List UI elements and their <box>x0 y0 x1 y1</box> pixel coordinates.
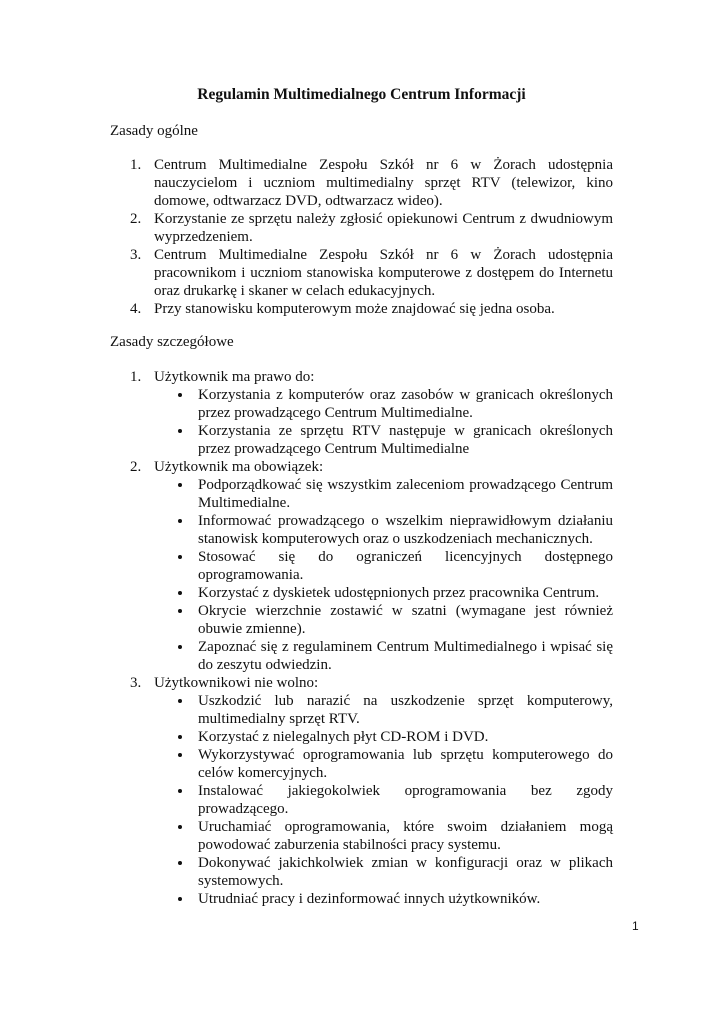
prohibitions-list <box>154 692 613 908</box>
list-item <box>154 728 613 746</box>
list-number: 2. <box>130 459 142 475</box>
rights-list <box>154 386 613 458</box>
list-item <box>154 638 613 674</box>
list-number: 4. <box>130 301 142 317</box>
bullet-icon <box>178 861 182 865</box>
bullet-text: Stosować się do ograniczeń licencyjnych dostępnego oprogramowania. <box>198 549 613 583</box>
page-number: 1 <box>632 919 639 933</box>
bullet-icon <box>178 393 182 397</box>
general-rules-heading: Zasady ogólne <box>110 123 198 139</box>
list-item <box>154 422 613 458</box>
detailed-rules-list <box>110 368 613 908</box>
list-number: 1. <box>130 157 142 173</box>
bullet-icon <box>178 789 182 793</box>
bullet-icon <box>178 483 182 487</box>
general-rule-item <box>110 210 613 246</box>
list-item <box>154 746 613 782</box>
list-item <box>154 386 613 422</box>
bullet-icon <box>178 429 182 433</box>
list-item <box>154 890 613 908</box>
bullet-icon <box>178 645 182 649</box>
list-number: 2. <box>130 211 142 227</box>
general-rule-item <box>110 156 613 210</box>
bullet-icon <box>178 591 182 595</box>
bullet-text: Korzystania ze sprzętu RTV następuje w granicach określonych przez prowadzącego Centrum Multimedialne <box>198 423 613 457</box>
list-item <box>154 782 613 818</box>
general-rules-list <box>110 156 613 318</box>
bullet-icon <box>178 609 182 613</box>
general-rule-item <box>110 300 613 318</box>
bullet-text: Korzystania z komputerów oraz zasobów w granicach określonych przez prowadzącego Centrum Multimedialne. <box>198 387 613 421</box>
bullet-text: Utrudniać pracy i dezinformować innych użytkowników. <box>198 891 541 907</box>
rule-text: Przy stanowisku komputerowym może znajdować się jedna osoba. <box>154 301 555 317</box>
list-number: 3. <box>130 247 142 263</box>
bullet-text: Informować prowadzącego o wszelkim nieprawidłowym działaniu stanowisk komputerowych oraz o uszkodzeniach mechanicznych. <box>198 513 613 547</box>
list-item <box>154 602 613 638</box>
rule-text: Centrum Multimedialne Zespołu Szkół nr 6 w Żorach udostępnia nauczycielom i uczniom multimedialny sprzęt RTV (telewizor, kino domowe, odtwarzacz DVD, odtwarzacz wideo). <box>154 157 613 209</box>
list-item <box>154 584 613 602</box>
list-number: 1. <box>130 369 142 385</box>
bullet-icon <box>178 699 182 703</box>
list-item <box>154 548 613 584</box>
bullet-text: Uruchamiać oprogramowania, które swoim działaniem mogą powodować zaburzenia stabilności pracy systemu. <box>198 819 613 853</box>
detailed-rule-item <box>110 674 613 908</box>
bullet-icon <box>178 735 182 739</box>
detailed-rule-item <box>110 458 613 674</box>
bullet-text: Instalować jakiegokolwiek oprogramowania bez zgody prowadzącego. <box>198 783 613 817</box>
general-rule-item <box>110 246 613 300</box>
rule-text: Centrum Multimedialne Zespołu Szkół nr 6 w Żorach udostępnia pracownikom i uczniom stanowiska komputerowe z dostępem do Internetu oraz drukarkę i skaner w celach edukacyjnych. <box>154 247 613 299</box>
list-number: 3. <box>130 675 142 691</box>
bullet-icon <box>178 825 182 829</box>
bullet-text: Korzystać z nielegalnych płyt CD-ROM i DVD. <box>198 729 489 745</box>
bullet-text: Podporządkować się wszystkim zaleceniom prowadzącego Centrum Multimedialne. <box>198 477 613 511</box>
document-title: Regulamin Multimedialnego Centrum Informacji <box>197 86 526 103</box>
rule-text: Korzystanie ze sprzętu należy zgłosić opiekunowi Centrum z dwudniowym wyprzedzeniem. <box>154 211 613 245</box>
rule-text: Użytkownik ma prawo do: <box>154 369 315 385</box>
bullet-text: Okrycie wierzchnie zostawić w szatni (wymagane jest również obuwie zmienne). <box>198 603 613 637</box>
list-item <box>154 512 613 548</box>
bullet-text: Zapoznać się z regulaminem Centrum Multimedialnego i wpisać się do zeszytu odwiedzin. <box>198 639 613 673</box>
bullet-text: Uszkodzić lub narazić na uszkodzenie sprzęt komputerowy, multimedialny sprzęt RTV. <box>198 693 613 727</box>
duties-list <box>154 476 613 674</box>
rule-text: Użytkownik ma obowiązek: <box>154 459 324 475</box>
bullet-icon <box>178 753 182 757</box>
bullet-icon <box>178 897 182 901</box>
bullet-text: Wykorzystywać oprogramowania lub sprzętu komputerowego do celów komercyjnych. <box>198 747 613 781</box>
bullet-text: Dokonywać jakichkolwiek zmian w konfiguracji oraz w plikach systemowych. <box>198 855 613 889</box>
bullet-icon <box>178 519 182 523</box>
bullet-text: Korzystać z dyskietek udostępnionych przez pracownika Centrum. <box>198 585 600 601</box>
rule-text: Użytkownikowi nie wolno: <box>154 675 319 691</box>
detailed-rule-item <box>110 368 613 458</box>
detailed-rules-heading: Zasady szczegółowe <box>110 334 234 350</box>
list-item <box>154 476 613 512</box>
list-item <box>154 818 613 854</box>
list-item <box>154 692 613 728</box>
list-item <box>154 854 613 890</box>
bullet-icon <box>178 555 182 559</box>
